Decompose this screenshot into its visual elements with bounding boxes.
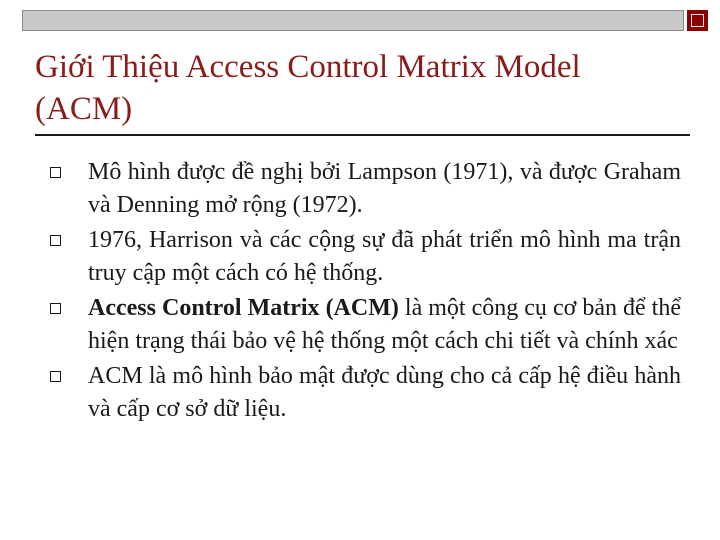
hollow-square-bullet-icon xyxy=(50,235,61,246)
decorative-corner-square-inner xyxy=(691,14,704,27)
bullet-item-text: 1976, Harrison và các cộng sự đã phát triển mô hình ma trận truy cập một cách có hệ thống. xyxy=(88,227,681,286)
bullet-item-1 xyxy=(36,156,681,222)
bullet-item-4 xyxy=(36,360,681,426)
bullet-list xyxy=(36,156,681,428)
hollow-square-bullet-icon xyxy=(50,371,61,382)
bullet-item-3 xyxy=(36,292,681,358)
bullet-item-lead: Access Control Matrix (ACM) xyxy=(88,295,399,321)
bullet-item-2 xyxy=(36,224,681,290)
bullet-item-text: là một công cụ cơ bản để thể hiện trạng thái bảo vệ hệ thống một cách chi tiết và chính xác xyxy=(88,295,681,354)
hollow-square-bullet-icon xyxy=(50,303,61,314)
decorative-corner-square xyxy=(687,10,708,31)
decorative-top-bar xyxy=(22,10,684,31)
slide-title: Giới Thiệu Access Control Matrix Model (ACM) xyxy=(35,49,581,127)
bullet-item-text: Mô hình được đề nghị bởi Lampson (1971), và được Graham và Denning mở rộng (1972). xyxy=(88,159,681,218)
bullet-item-text: ACM là mô hình bảo mật được dùng cho cả cấp hệ điều hành và cấp cơ sở dữ liệu. xyxy=(88,363,681,422)
hollow-square-bullet-icon xyxy=(50,167,61,178)
title-divider xyxy=(35,134,690,136)
